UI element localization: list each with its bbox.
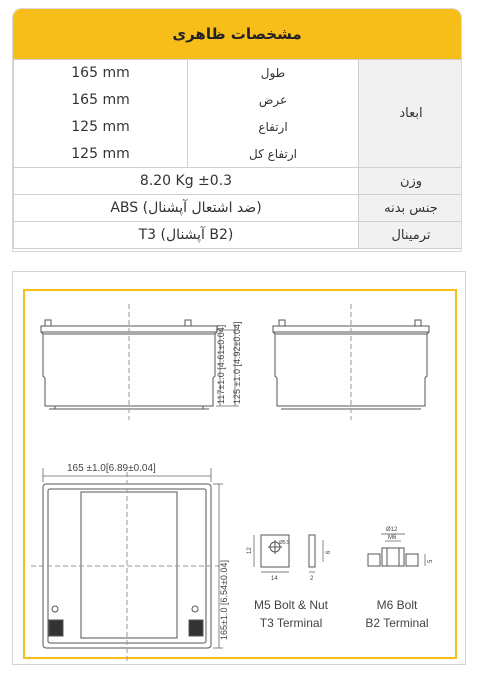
total-height-value: 125 mm <box>14 141 188 168</box>
height-value: 125 mm <box>14 114 188 141</box>
body-row <box>14 195 463 222</box>
technical-drawing <box>12 271 466 665</box>
dimensions-label: ابعاد <box>359 60 463 168</box>
terminal-value: T3 (آپشنال B2) <box>14 222 359 249</box>
side-view <box>273 304 429 420</box>
t3-dim-6: 6 <box>326 550 332 554</box>
drawing-svg <box>13 272 467 666</box>
b2-title: M6 Bolt <box>376 598 418 612</box>
height-label: ارتفاع <box>188 114 359 141</box>
t3-title: M5 Bolt & Nut <box>253 598 329 612</box>
front-dim-label-1: 117±1.0 [4.61±0.04] <box>216 324 226 404</box>
body-material-value: ABS (ضد اشتعال آپشنال) <box>14 195 359 222</box>
weight-row <box>14 168 463 195</box>
spec-title: مشخصات ظاهری <box>13 9 461 59</box>
weight-value: 8.20 Kg ±0.3 <box>14 168 359 195</box>
t3-hole-label: Ø5.5 <box>279 540 290 546</box>
body-material-label: جنس بدنه <box>359 195 463 222</box>
b2-dim-12: Ø12 <box>386 527 398 533</box>
weight-label: وزن <box>359 168 463 195</box>
b2-subtitle: B2 Terminal <box>365 616 429 630</box>
top-view <box>31 472 223 662</box>
t3-dim-12: 12 <box>247 547 253 554</box>
spec-table <box>13 59 462 249</box>
total-height-label: ارتفاع کل <box>188 141 359 168</box>
front-view <box>41 304 217 420</box>
t3-dim-14: 14 <box>271 576 278 582</box>
t3-subtitle: T3 Terminal <box>259 616 323 630</box>
t3-dim-2: 2 <box>310 576 314 582</box>
length-value: 165 mm <box>14 60 188 87</box>
top-width-label: 165 ±1.0[6.89±0.04] <box>67 463 156 474</box>
terminal-label: ترمینال <box>359 222 463 249</box>
width-label: عرض <box>188 87 359 114</box>
dim-row-length <box>14 60 463 87</box>
width-value: 165 mm <box>14 87 188 114</box>
b2-terminal-drawing <box>368 534 425 566</box>
terminal-row <box>14 222 463 249</box>
top-depth-label: 165±1.0 [6.54±0.04] <box>219 560 229 640</box>
spec-card <box>12 8 462 252</box>
b2-dim-5: 5 <box>428 559 434 563</box>
front-dim-label-2: 125 ±1.0 [4.92±0.04] <box>232 321 242 404</box>
length-label: طول <box>188 60 359 87</box>
b2-dim-m6: M6 <box>388 535 397 541</box>
